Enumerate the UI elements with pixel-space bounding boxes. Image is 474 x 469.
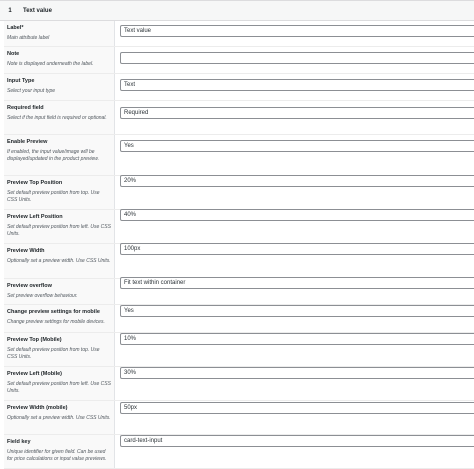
setting-label: Preview Top (Mobile): [7, 337, 62, 343]
preview-top-mobile-input[interactable]: 10%: [120, 333, 474, 345]
setting-description: Set default preview position from left. Use CSS Units.: [7, 224, 111, 237]
preview-top-input[interactable]: 20%: [120, 175, 474, 187]
setting-label: Field key: [7, 439, 31, 445]
preview-width-input[interactable]: 100px: [120, 243, 474, 255]
setting-label: Change preview settings for mobile: [7, 309, 100, 315]
setting-description: Main attribute label: [7, 35, 50, 41]
required-select[interactable]: Required: [120, 107, 474, 119]
setting-description: Set default preview position from left. Use CSS Units.: [7, 381, 111, 394]
setting-label: Preview Left (Mobile): [7, 371, 63, 377]
setting-description: Select your input type: [7, 88, 56, 94]
setting-label: Enable Preview: [7, 139, 48, 145]
input-type-select[interactable]: Text: [120, 79, 474, 91]
setting-description: Change preview settings for mobile devices.: [7, 319, 105, 325]
preview-left-input[interactable]: 40%: [120, 209, 474, 221]
field-header[interactable]: [0, 0, 474, 21]
setting-label: Preview Width: [7, 248, 45, 254]
setting-label: Preview Left Position: [7, 214, 63, 220]
setting-label: Preview overflow: [7, 283, 52, 289]
preview-width-mobile-input[interactable]: 50px: [120, 402, 474, 414]
enable-preview-select[interactable]: Yes: [120, 140, 474, 152]
setting-label: Label*: [7, 25, 24, 31]
setting-label: Note: [7, 51, 20, 57]
setting-description: Unique identifier for given field. Can be used for price calculations or input value previews.: [7, 449, 107, 462]
setting-label: Preview Width (mobile): [7, 405, 68, 411]
setting-description: Set default preview position from top. Use CSS Units.: [7, 190, 100, 203]
label-input[interactable]: Text value: [120, 25, 474, 37]
setting-description: If enabled, the input value/image will be displayed/updated in the product preview.: [7, 149, 100, 162]
setting-description: Optionally set a preview width. Use CSS Units.: [7, 415, 111, 421]
preview-overflow-select[interactable]: Fit text within container: [120, 277, 474, 289]
setting-description: Optionally set a preview width. Use CSS Units.: [7, 258, 111, 264]
setting-description: Set preview overflow behaviour.: [7, 293, 78, 299]
setting-label: Preview Top Position: [7, 180, 63, 186]
note-input[interactable]: [120, 52, 474, 64]
setting-description: Select if the input field is required or optional.: [7, 115, 107, 121]
mobile-settings-select[interactable]: Yes: [120, 305, 474, 317]
setting-description: Set default preview position from top. Use CSS Units.: [7, 347, 100, 360]
setting-label: Input Type: [7, 78, 35, 84]
setting-label: Required field: [7, 105, 44, 111]
field-key-input[interactable]: card-text-input: [120, 435, 474, 447]
preview-left-mobile-input[interactable]: 30%: [120, 367, 474, 379]
field-number: 1: [8, 7, 12, 14]
setting-description: Note is displayed underneath the label.: [7, 61, 94, 67]
field-title: Text value: [23, 7, 52, 14]
